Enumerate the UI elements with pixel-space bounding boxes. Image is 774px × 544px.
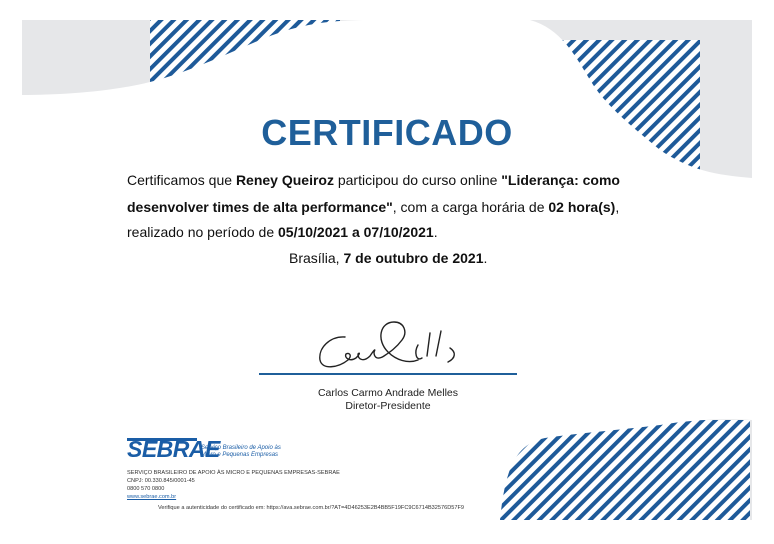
text-segment: realizado no período de xyxy=(127,224,278,240)
text-segment: Certificamos que xyxy=(127,172,236,188)
sebrae-logo-tagline xyxy=(201,445,281,459)
text-segment: , com a carga horária de xyxy=(392,199,549,215)
logo-tagline-line-2: Micro e Pequenas Empresas xyxy=(201,452,279,458)
signer-role: Diretor-Presidente xyxy=(345,400,431,412)
text-segment: participou do curso online xyxy=(333,172,502,188)
org-cnpj: CNPJ: 00.330.845/0001-45 xyxy=(127,478,195,484)
org-name: SERVIÇO BRASILEIRO DE APOIO ÀS MICRO E PEQUENAS EMPRESAS-SEBRAE xyxy=(127,470,340,476)
org-phone: 0800 570 0800 xyxy=(127,486,165,492)
issue-date-line xyxy=(289,250,487,266)
issue-city: Brasília, xyxy=(289,250,344,266)
text-segment: . xyxy=(483,250,488,266)
course-name-part-1: "Liderança: como xyxy=(501,172,620,188)
logo-tagline-line-1: Serviço Brasileiro de Apoio às xyxy=(201,445,281,451)
text-segment: , xyxy=(615,199,620,215)
certificate-text-line-2 xyxy=(127,199,619,215)
org-website-link[interactable]: www.sebrae.com.br xyxy=(127,494,177,500)
sebrae-logo: SEBRAE xyxy=(127,436,220,462)
course-name-part-2: desenvolver times de alta performance" xyxy=(127,199,393,215)
certificate-text-line-1 xyxy=(127,172,620,188)
certificate-title: CERTIFICADO xyxy=(261,112,513,153)
issue-date: 7 de outubro de 2021 xyxy=(343,250,484,266)
signature-line xyxy=(259,373,517,375)
text-segment: . xyxy=(433,224,438,240)
signer-name: Carlos Carmo Andrade Melles xyxy=(317,387,459,399)
recipient-name: Reney Queiroz xyxy=(235,172,334,188)
course-hours: 02 hora(s) xyxy=(548,199,616,215)
verification-text: Verifique a autenticidade do certificado em: https://ava.sebrae.com.br/?AT=4D46253E2B4BB5F19FC9C6714B32576D57F9 xyxy=(158,505,465,511)
certificate-text-line-3 xyxy=(127,224,438,240)
course-period: 05/10/2021 a 07/10/2021 xyxy=(278,224,434,240)
